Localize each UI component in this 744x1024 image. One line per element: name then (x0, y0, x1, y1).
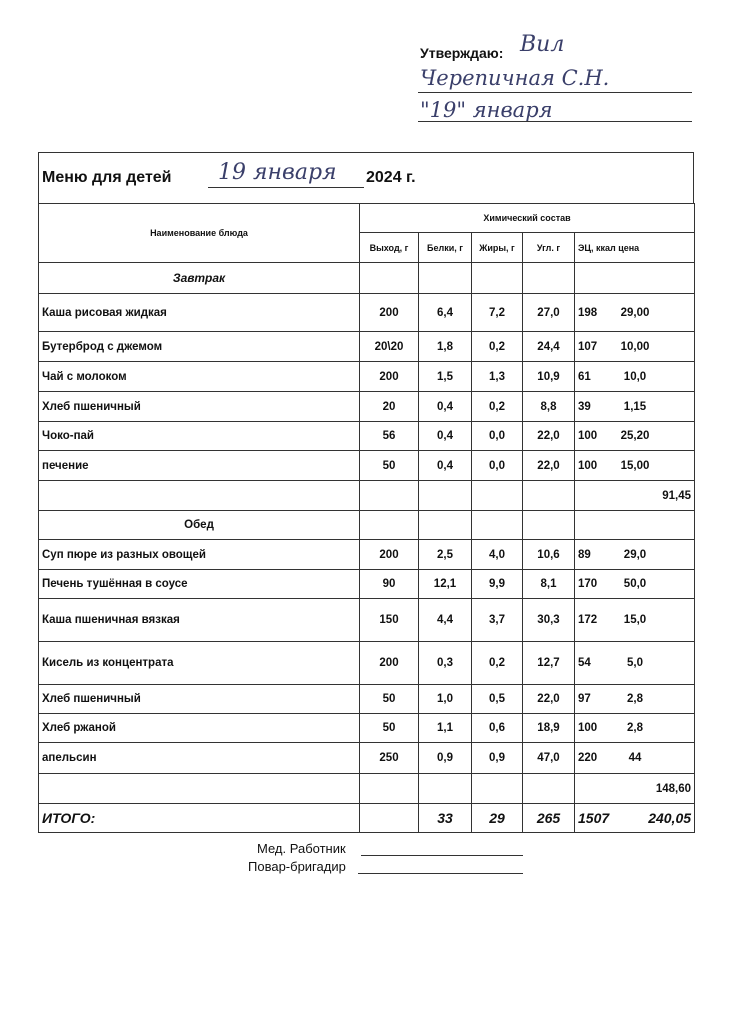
cell-kcal-price (575, 642, 695, 685)
cell-fat: 0,9 (472, 743, 523, 774)
cell-output: 50 (360, 685, 419, 714)
cell-output: 50 (360, 714, 419, 743)
cell-kcal-price (575, 570, 695, 599)
cell-protein: 12,1 (419, 570, 472, 599)
approval-signature: Вил (520, 32, 565, 57)
table-row (39, 642, 695, 685)
section-lunch: Обед (39, 511, 360, 540)
lunch-sum-row (39, 774, 695, 804)
cell-carb: 12,7 (523, 642, 575, 685)
breakfast-sum-row (39, 481, 695, 511)
table-row (39, 743, 695, 774)
cell-kcal-price (575, 362, 695, 392)
med-worker-label: Мед. Работник (257, 841, 346, 856)
dish-name: Чоко-пай (39, 422, 360, 451)
cell-fat: 0,2 (472, 642, 523, 685)
heading-date: 19 января (218, 160, 337, 185)
cell-protein: 0,4 (419, 451, 472, 481)
cell-kcal-price (575, 451, 695, 481)
cell-output: 56 (360, 422, 419, 451)
lunch-rows (39, 540, 695, 774)
cell-kcal: 39 (578, 400, 591, 413)
cell-kcal: 54 (578, 657, 591, 669)
cell-kcal-price (575, 392, 695, 422)
total-protein: 33 (419, 804, 472, 833)
cell-carb: 10,6 (523, 540, 575, 570)
dish-name: Хлеб ржаной (39, 714, 360, 743)
cell-carb: 22,0 (523, 422, 575, 451)
cell-carb: 47,0 (523, 743, 575, 774)
menu-table (38, 203, 695, 833)
col-header: Выход, г (360, 233, 419, 263)
approval-date: "19" января (420, 98, 553, 122)
cell-fat: 0,2 (472, 392, 523, 422)
section-breakfast: Завтрак (39, 263, 360, 294)
cell-price: 15,0 (623, 614, 647, 626)
cell-protein: 2,5 (419, 540, 472, 570)
cell-output: 250 (360, 743, 419, 774)
breakfast-sum: 91,45 (575, 481, 695, 511)
cell-price: 25,20 (620, 430, 650, 442)
total-label: ИТОГО: (39, 804, 360, 833)
dish-name: Хлеб пшеничный (39, 685, 360, 714)
cell-price: 10,00 (620, 340, 650, 353)
approval-label: Утверждаю: (420, 45, 504, 61)
cell-price: 29,0 (623, 548, 647, 561)
cell-kcal: 100 (578, 722, 598, 734)
table-row (39, 392, 695, 422)
cell-protein: 0,4 (419, 422, 472, 451)
cell-kcal: 107 (578, 340, 598, 353)
breakfast-rows (39, 294, 695, 481)
cook-line (358, 873, 523, 874)
cell-price: 29,00 (620, 306, 650, 319)
total-price: 240,05 (648, 810, 692, 826)
cook-label: Повар-бригадир (248, 859, 346, 874)
cell-price: 10,0 (623, 370, 647, 383)
cell-kcal-price (575, 714, 695, 743)
col-header: ЭЦ, ккал цена (575, 233, 695, 263)
cell-price: 1,15 (623, 400, 647, 413)
cell-carb: 27,0 (523, 294, 575, 332)
dish-name: Хлеб пшеничный (39, 392, 360, 422)
dish-name: печение (39, 451, 360, 481)
cell-kcal: 170 (578, 578, 598, 590)
cell-kcal-price (575, 294, 695, 332)
col-header-name: Наименование блюда (39, 204, 360, 263)
total-kcal: 1507 (578, 810, 610, 826)
cell-kcal: 61 (578, 370, 591, 383)
total-row (39, 804, 695, 833)
cell-kcal: 172 (578, 614, 598, 626)
table-row (39, 362, 695, 392)
table-row (39, 294, 695, 332)
cell-protein: 1,0 (419, 685, 472, 714)
group-header: Химический состав (360, 204, 695, 233)
cell-fat: 0,0 (472, 422, 523, 451)
cell-output: 50 (360, 451, 419, 481)
cell-carb: 18,9 (523, 714, 575, 743)
dish-name: Каша пшеничная вязкая (39, 599, 360, 642)
table-row (39, 422, 695, 451)
cell-price: 50,0 (623, 578, 647, 590)
approval-date-line (418, 121, 692, 122)
cell-output: 200 (360, 540, 419, 570)
dish-name: Суп пюре из разных овощей (39, 540, 360, 570)
cell-carb: 24,4 (523, 332, 575, 362)
cell-carb: 22,0 (523, 685, 575, 714)
cell-price: 5,0 (627, 657, 643, 669)
cell-kcal: 198 (578, 306, 598, 319)
cell-kcal: 100 (578, 430, 598, 442)
cell-kcal: 100 (578, 459, 598, 472)
cell-fat: 4,0 (472, 540, 523, 570)
cell-price: 15,00 (620, 459, 650, 472)
cell-fat: 9,9 (472, 570, 523, 599)
cell-kcal: 97 (578, 693, 591, 705)
dish-name: Чай с молоком (39, 362, 360, 392)
cell-output: 200 (360, 362, 419, 392)
cell-carb: 10,9 (523, 362, 575, 392)
cell-fat: 0,6 (472, 714, 523, 743)
cell-kcal: 89 (578, 548, 591, 561)
cell-fat: 7,2 (472, 294, 523, 332)
table-row (39, 599, 695, 642)
table-row (39, 451, 695, 481)
table-row (39, 714, 695, 743)
approval-name: Черепичная С.Н. (420, 66, 610, 90)
cell-price: 2,8 (627, 722, 643, 734)
cell-carb: 8,1 (523, 570, 575, 599)
cell-carb: 8,8 (523, 392, 575, 422)
cell-output: 200 (360, 642, 419, 685)
cell-fat: 1,3 (472, 362, 523, 392)
total-kcal-price (575, 804, 695, 833)
cell-kcal-price (575, 743, 695, 774)
cell-output: 20\20 (360, 332, 419, 362)
cell-kcal-price (575, 422, 695, 451)
dish-name: Кисель из концентрата (39, 642, 360, 685)
lunch-sum: 148,60 (575, 774, 695, 804)
cell-carb: 30,3 (523, 599, 575, 642)
cell-fat: 0,2 (472, 332, 523, 362)
dish-name: апельсин (39, 743, 360, 774)
total-carb: 265 (523, 804, 575, 833)
cell-protein: 0,4 (419, 392, 472, 422)
cell-protein: 6,4 (419, 294, 472, 332)
cell-output: 90 (360, 570, 419, 599)
cell-fat: 0,0 (472, 451, 523, 481)
cell-carb: 22,0 (523, 451, 575, 481)
cell-kcal-price (575, 332, 695, 362)
med-worker-line (361, 855, 523, 856)
heading-date-line (208, 187, 364, 188)
cell-output: 20 (360, 392, 419, 422)
cell-protein: 1,1 (419, 714, 472, 743)
col-header: Угл. г (523, 233, 575, 263)
cell-kcal-price (575, 540, 695, 570)
heading-year: 2024 г. (366, 169, 416, 186)
page-title: Меню для детей (42, 169, 172, 186)
table-row (39, 332, 695, 362)
cell-fat: 3,7 (472, 599, 523, 642)
total-fat: 29 (472, 804, 523, 833)
col-header: Белки, г (419, 233, 472, 263)
table-row (39, 570, 695, 599)
dish-name: Печень тушённая в соусе (39, 570, 360, 599)
cell-protein: 1,5 (419, 362, 472, 392)
table-row (39, 540, 695, 570)
cell-kcal-price (575, 685, 695, 714)
cell-fat: 0,5 (472, 685, 523, 714)
cell-protein: 0,3 (419, 642, 472, 685)
cell-protein: 4,4 (419, 599, 472, 642)
cell-protein: 1,8 (419, 332, 472, 362)
dish-name: Каша рисовая жидкая (39, 294, 360, 332)
cell-price: 2,8 (627, 693, 643, 705)
approval-name-line (418, 92, 692, 93)
cell-price: 44 (628, 752, 642, 764)
cell-protein: 0,9 (419, 743, 472, 774)
cell-output: 200 (360, 294, 419, 332)
cell-kcal-price (575, 599, 695, 642)
cell-kcal: 220 (578, 752, 598, 764)
cell-output: 150 (360, 599, 419, 642)
dish-name: Бутерброд с джемом (39, 332, 360, 362)
col-header: Жиры, г (472, 233, 523, 263)
table-row (39, 685, 695, 714)
